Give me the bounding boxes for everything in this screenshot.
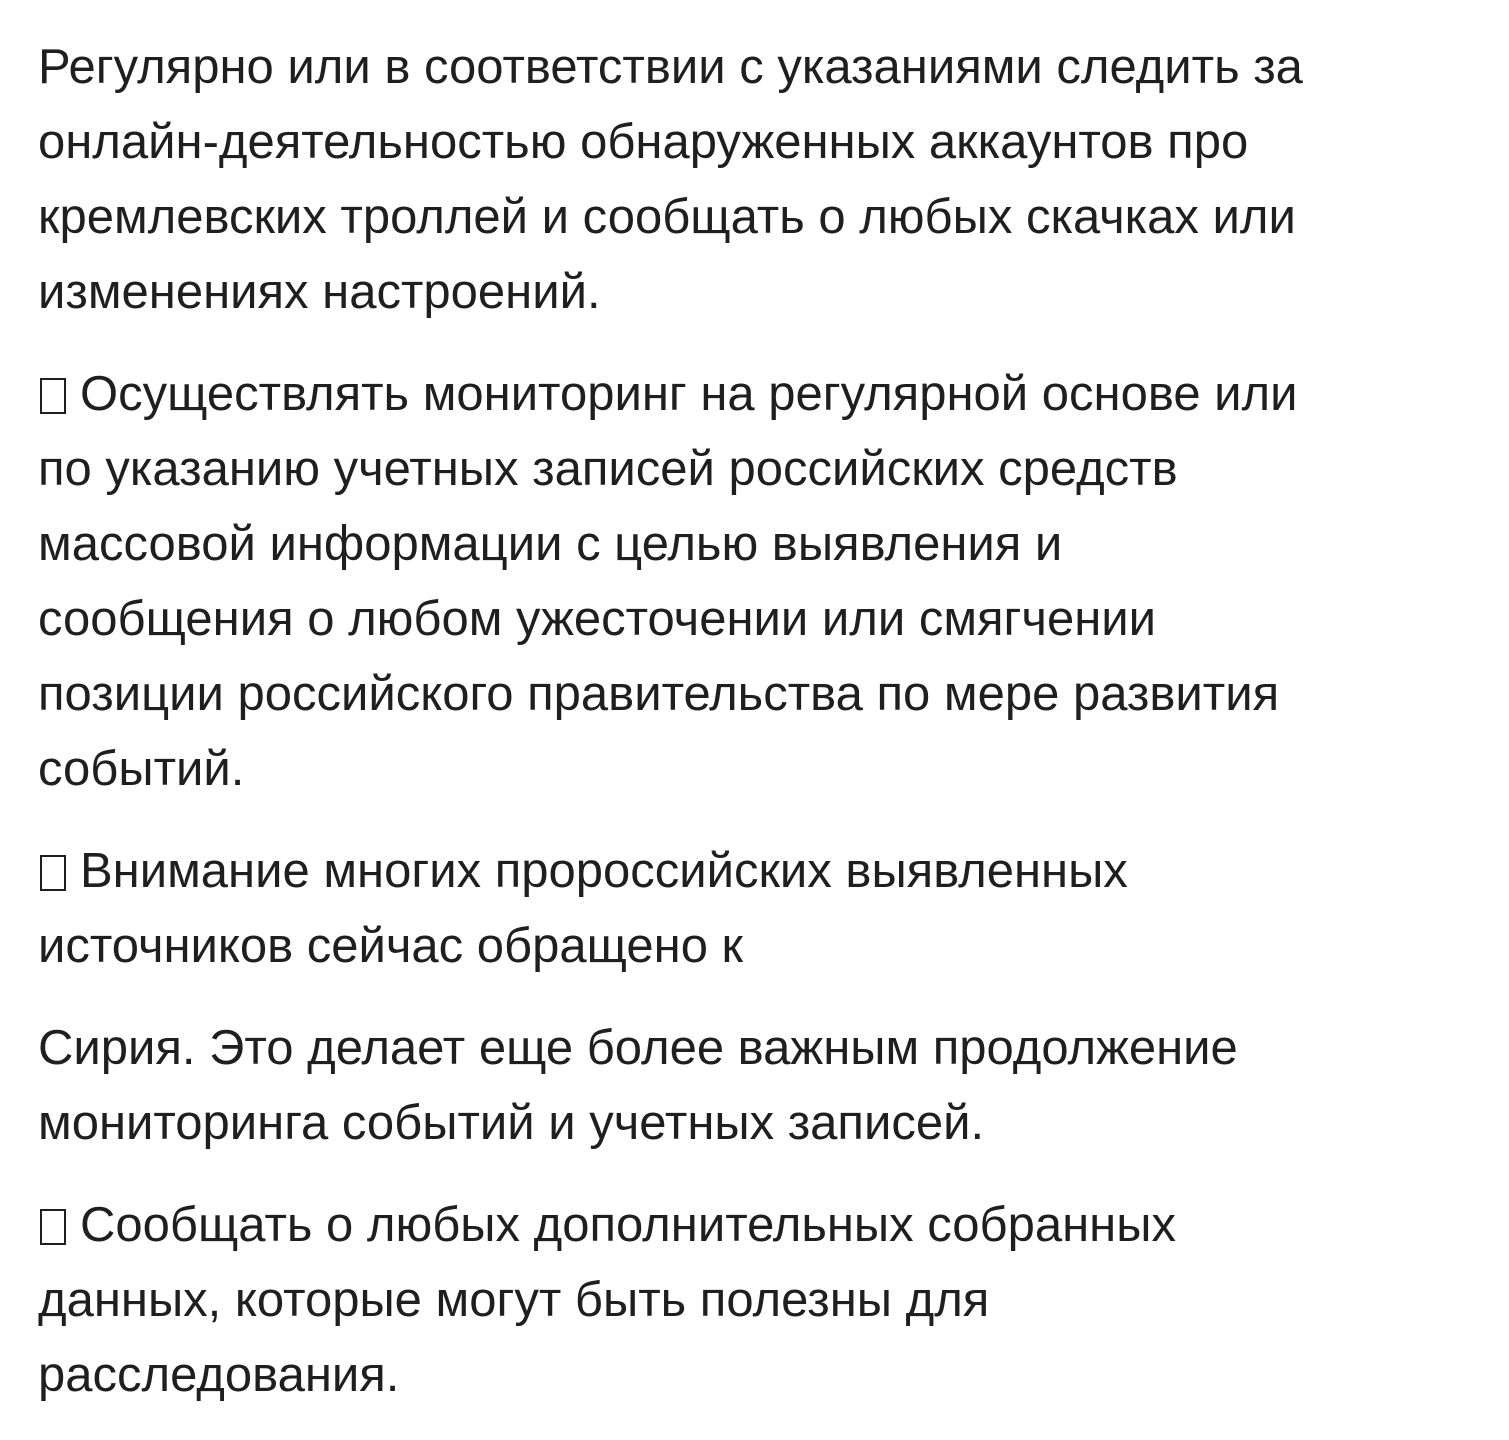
paragraph-5	[38, 1188, 1478, 1413]
text-line: сообщения о любом ужесточении или смягчении	[38, 592, 1157, 646]
missing-glyph-bullet-icon	[40, 1209, 66, 1245]
paragraph-1	[38, 30, 1478, 330]
text-line: онлайн-деятельностью обнаруженных аккаунтов про	[38, 115, 1249, 169]
missing-glyph-bullet-icon	[40, 855, 66, 891]
paragraph-2	[38, 357, 1478, 807]
text-line: позиции российского правительства по мере развития	[38, 667, 1280, 721]
text-line: изменениях настроений.	[38, 265, 601, 319]
text-line: событий.	[38, 742, 245, 796]
text-line: данных, которые могут быть полезны для	[38, 1273, 990, 1327]
document-body	[38, 30, 1478, 1440]
missing-glyph-bullet-icon	[40, 378, 66, 414]
text-line: Регулярно или в соответствии с указаниями следить за	[38, 40, 1303, 94]
text-line: источников сейчас обращено к	[38, 919, 743, 973]
text-line: массовой информации с целью выявления и	[38, 517, 1063, 571]
text-line: по указанию учетных записей российских средств	[38, 442, 1178, 496]
text-line: Сообщать о любых дополнительных собранных	[80, 1198, 1176, 1252]
text-line: расследования.	[38, 1348, 400, 1402]
text-line: мониторинга событий и учетных записей.	[38, 1096, 985, 1150]
text-line: Осуществлять мониторинг на регулярной основе или	[80, 367, 1298, 421]
text-line: Внимание многих пророссийских выявленных	[80, 844, 1128, 898]
paragraph-3	[38, 834, 1478, 984]
text-line: кремлевских троллей и сообщать о любых скачках или	[38, 190, 1296, 244]
text-line: Сирия. Это делает еще более важным продолжение	[38, 1021, 1238, 1075]
paragraph-4	[38, 1011, 1478, 1161]
